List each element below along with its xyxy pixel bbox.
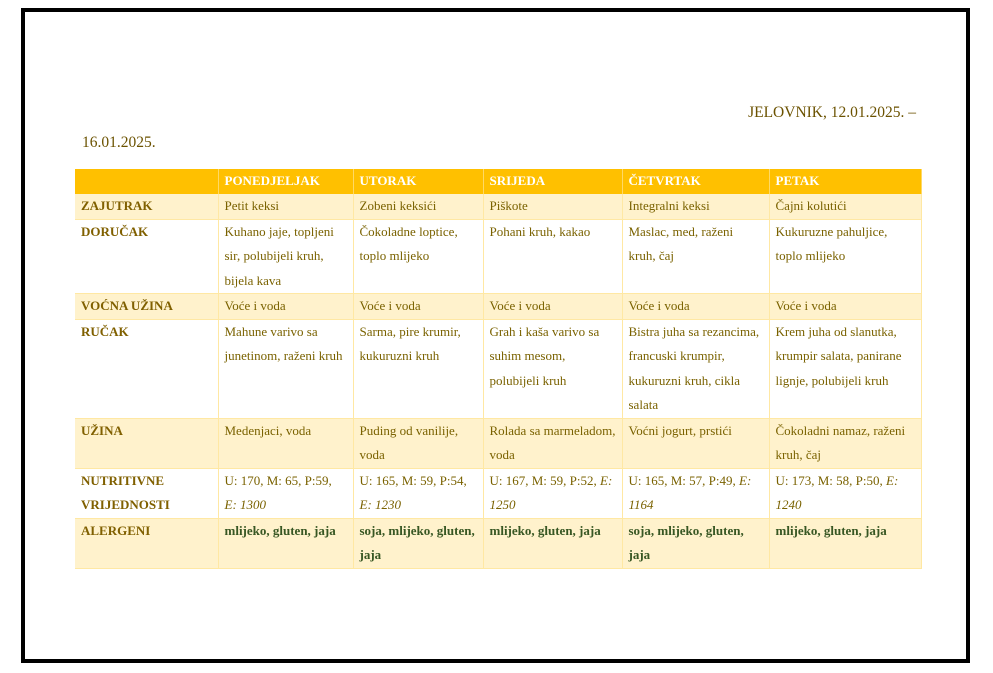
header-day: UTORAK	[353, 169, 483, 194]
meal-name: DORUČAK	[75, 219, 218, 294]
allergen-cell: soja, mlijeko, gluten, jaja	[353, 518, 483, 568]
menu-cell: Medenjaci, voda	[218, 418, 353, 468]
menu-cell: Integralni keksi	[622, 194, 769, 219]
nutrition-energy: E: 1300	[224, 497, 267, 512]
menu-cell: Voće i voda	[483, 294, 622, 320]
allergen-cell: mlijeko, gluten, jaja	[769, 518, 921, 568]
menu-cell: Voće i voda	[622, 294, 769, 320]
document-page	[21, 8, 970, 663]
menu-cell: Čajni kolutići	[769, 194, 921, 219]
nutrition-cell	[218, 468, 353, 518]
table-row	[75, 418, 921, 468]
menu-cell: Krem juha od slanutka, krumpir salata, panirane lignje, polubijeli kruh	[769, 319, 921, 418]
menu-cell: Pohani kruh, kakao	[483, 219, 622, 294]
table-row	[75, 468, 921, 518]
menu-cell: Maslac, med, raženi kruh, čaj	[622, 219, 769, 294]
header-day: PETAK	[769, 169, 921, 194]
meal-name: ZAJUTRAK	[75, 194, 218, 219]
allergen-cell: mlijeko, gluten, jaja	[483, 518, 622, 568]
menu-cell: Sarma, pire krumir, kukuruzni kruh	[353, 319, 483, 418]
menu-cell: Rolada sa marmeladom, voda	[483, 418, 622, 468]
meal-name: RUČAK	[75, 319, 218, 418]
allergens-label: ALERGENI	[75, 518, 218, 568]
allergen-cell: mlijeko, gluten, jaja	[218, 518, 353, 568]
header-day: ČETVRTAK	[622, 169, 769, 194]
menu-cell: Voće i voda	[353, 294, 483, 320]
nutrition-energy: E: 1230	[359, 497, 402, 512]
table-row	[75, 518, 921, 568]
header-day: SRIJEDA	[483, 169, 622, 194]
menu-title: JELOVNIK, 12.01.2025. –	[748, 104, 916, 121]
nutrition-macros: U: 173, M: 58, P:50,	[775, 472, 883, 488]
meal-name: UŽINA	[75, 418, 218, 468]
table-row	[75, 319, 921, 418]
nutrition-cell	[483, 468, 622, 518]
nutrition-macros: U: 170, M: 65, P:59,	[224, 472, 332, 488]
nutrition-label: NUTRITIVNE VRIJEDNOSTI	[75, 468, 218, 518]
menu-cell: Puding od vanilije, voda	[353, 418, 483, 468]
nutrition-cell	[769, 468, 921, 518]
nutrition-energy: E: 1250	[489, 472, 613, 512]
menu-cell: Piškote	[483, 194, 622, 219]
table-header-row	[75, 169, 921, 194]
menu-date-range: 16.01.2025.	[82, 134, 156, 151]
menu-cell: Bistra juha sa rezancima, francuski krumpir, kukuruzni kruh, cikla salata	[622, 319, 769, 418]
nutrition-energy: E: 1240	[775, 472, 899, 512]
menu-cell: Voćni jogurt, prstići	[622, 418, 769, 468]
allergen-cell: soja, mlijeko, gluten, jaja	[622, 518, 769, 568]
nutrition-macros: U: 165, M: 59, P:54,	[359, 472, 467, 488]
nutrition-energy: E: 1164	[628, 472, 752, 512]
menu-cell: Voće i voda	[769, 294, 921, 320]
menu-cell: Čokoladne loptice, toplo mlijeko	[353, 219, 483, 294]
menu-cell: Zobeni keksići	[353, 194, 483, 219]
menu-cell: Kuhano jaje, topljeni sir, polubijeli kruh, bijela kava	[218, 219, 353, 294]
nutrition-cell	[622, 468, 769, 518]
header-corner	[75, 169, 218, 194]
nutrition-cell	[353, 468, 483, 518]
menu-cell: Voće i voda	[218, 294, 353, 320]
nutrition-macros: U: 167, M: 59, P:52,	[489, 472, 597, 488]
menu-cell: Mahune varivo sa junetinom, raženi kruh	[218, 319, 353, 418]
table-row	[75, 194, 921, 219]
table-row	[75, 219, 921, 294]
menu-cell: Grah i kaša varivo sa suhim mesom, polubijeli kruh	[483, 319, 622, 418]
menu-cell: Kukuruzne pahuljice, toplo mlijeko	[769, 219, 921, 294]
meal-name: VOĆNA UŽINA	[75, 294, 218, 320]
nutrition-macros: U: 165, M: 57, P:49,	[628, 472, 736, 488]
menu-cell: Čokoladni namaz, raženi kruh, čaj	[769, 418, 921, 468]
header-day: PONEDJELJAK	[218, 169, 353, 194]
table-row	[75, 294, 921, 320]
menu-table	[75, 169, 922, 569]
menu-cell: Petit keksi	[218, 194, 353, 219]
